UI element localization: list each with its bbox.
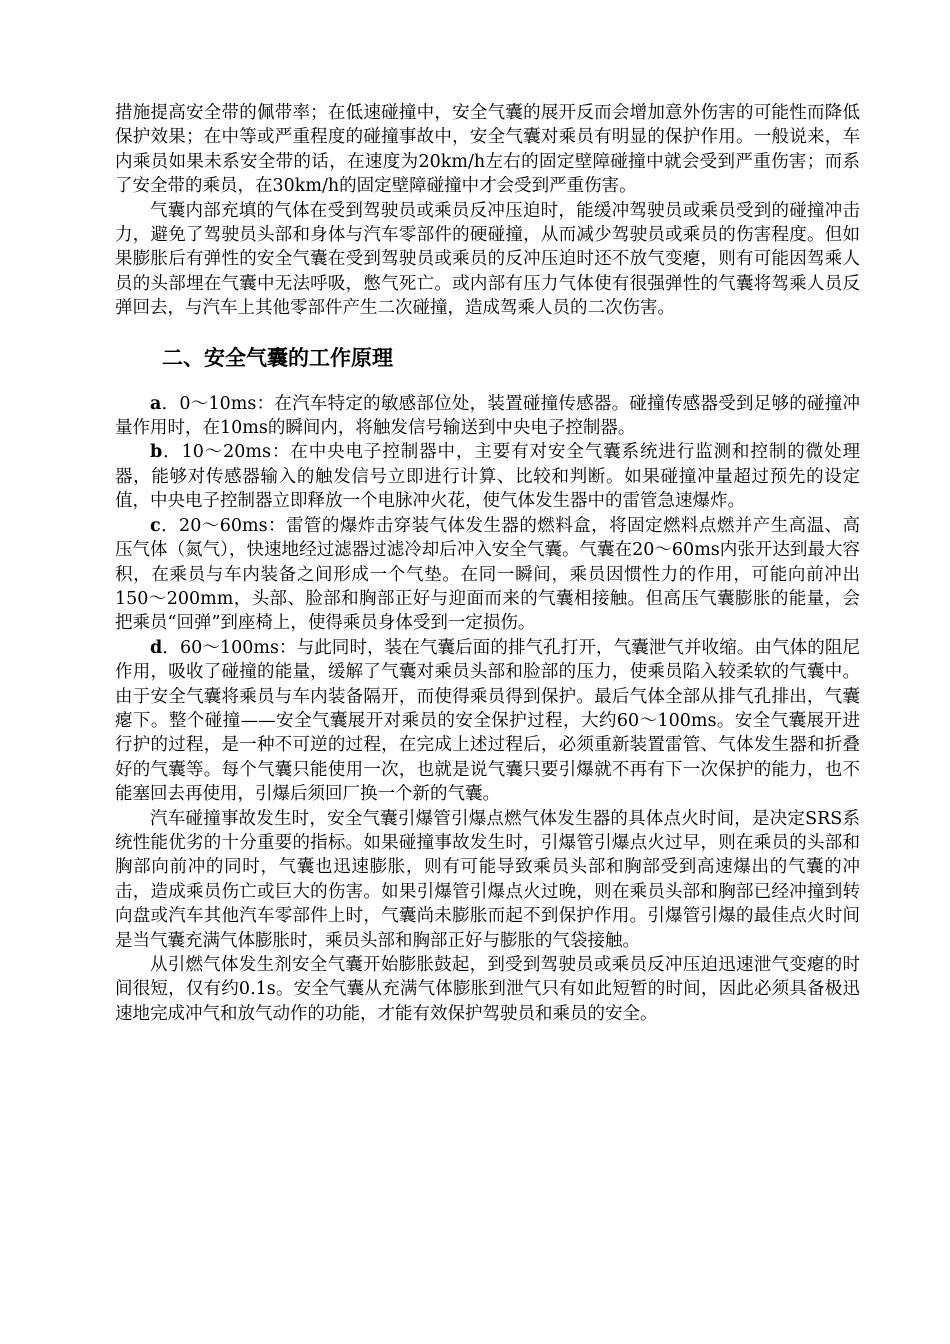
stage-paragraph-d	[115, 636, 860, 807]
stage-paragraph-b	[115, 440, 860, 513]
stage-paragraph-a	[115, 392, 860, 441]
stage-label-a: a	[150, 393, 162, 414]
intro-paragraph-1: 措施提高安全带的佩带率；在低速碰撞中，安全气囊的展开反而会增加意外伤害的可能性而降低保护效果；在中等或严重程度的碰撞事故中，安全气囊对乘员有明显的保护作用。一般说来，车内乘员如果未系安全带的话，在速度为20km/h左右的固定壁障碰撞中就会受到严重伤害；而系了安全带的乘员，在30km/h的固定壁障碰撞中才会受到严重伤害。	[115, 103, 860, 197]
closing-paragraph-1: 汽车碰撞事故发生时，安全气囊引爆管引爆点燃气体发生器的具体点火时间，是决定SRS系统性能优劣的十分重要的指标。如果碰撞事故发生时，引爆管引爆点火过早，则在乘员的头部和胸部向前冲的同时，气囊也迅速膨胀，则有可能导致乘员头部和胸部受到高速爆出的气囊的冲击，造成乘员伤亡或巨大的伤害。如果引爆管引爆点火过晚，则在乘员头部和胸部已经冲撞到转向盘或汽车其他汽车零部件上时，气囊尚未膨胀而起不到保护作用。引爆管引爆的最佳点火时间是当气囊充满气体膨胀时，乘员头部和胸部正好与膨胀的气袋接触。	[115, 808, 860, 951]
stage-label-c: c	[150, 515, 161, 536]
stage-text-c: ．20～60ms：雷管的爆炸击穿装气体发生器的燃料盒，将固定燃料点燃并产生高温、高压气体（氮气），快速地经过滤器过滤冷却后冲入安全气囊。气囊在20～60ms内张开达到最大容积，在乘员与车内装备之间形成一个气垫。在同一瞬间，乘员因惯性力的作用，可能向前冲出150～200mm，头部、脸部和胸部正好与迎面而来的气囊相接触。但高压气囊膨胀的能量，会把乘员“回弹”到座椅上，使得乘员身体受到一定损伤。	[115, 515, 860, 634]
stage-text-b: ．10～20ms：在中央电子控制器中，主要有对安全气囊系统进行监测和控制的微处理器，能够对传感器输入的触发信号立即进行计算、比较和判断。如果碰撞冲量超过预先的设定值，中央电子控制器立即释放一个电脉冲火花，使气体发生器中的雷管急速爆炸。	[115, 442, 860, 512]
stage-text-d: ．60～100ms：与此同时，装在气囊后面的排气孔打开，气囊泄气并收缩。由气体的阻尼作用，吸收了碰撞的能量，缓解了气囊对乘员头部和脸部的压力，使乘员陷入较柔软的气囊中。由于安全气囊将乘员与车内装备隔开，而使得乘员得到保护。最后气体全部从排气孔排出，气囊瘪下。整个碰撞——安全气囊展开对乘员的安全保护过程，大约60～100ms。安全气囊展开进行护的过程，是一种不可逆的过程，在完成上述过程后，必须重新装置雷管、气体发生器和折叠好的气囊等。每个气囊只能使用一次，也就是说气囊只要引爆就不再有下一次保护的能力，也不能塞回去再使用，引爆后须回厂换一个新的气囊。	[115, 637, 860, 805]
document-body	[115, 101, 860, 1026]
stage-text-a: ．0～10ms：在汽车特定的敏感部位处，装置碰撞传感器。碰撞传感器受到足够的碰撞冲量作用时，在10ms的瞬间内，将触发信号输送到中央电子控制器。	[115, 393, 860, 439]
stage-label-d: d	[150, 637, 163, 658]
stage-label-b: b	[150, 442, 163, 463]
closing-paragraph-2: 从引燃气体发生剂安全气囊开始膨胀鼓起，到受到驾驶员或乘员反冲压迫迅速泄气变瘪的时间很短，仅有约0.1s。安全气囊从充满气体膨胀到泄气只有如此短暂的时间，因此必须具备极迅速地完成冲气和放气动作的功能，才能有效保护驾驶员和乘员的安全。	[115, 955, 860, 1024]
section-heading: 二、安全气囊的工作原理	[162, 345, 393, 370]
stage-paragraph-c	[115, 514, 860, 636]
intro-paragraph-2: 气囊内部充填的气体在受到驾驶员或乘员反冲压迫时，能缓冲驾驶员或乘员受到的碰撞冲击力，避免了驾驶员头部和身体与汽车零部件的硬碰撞，从而减少驾驶员或乘员的伤害程度。但如果膨胀后有弹性的安全气囊在受到驾驶员或乘员的反冲压迫时还不放气变瘪，则有可能因驾乘人员的头部埋在气囊中无法呼吸，憋气死亡。或内部有压力气体使有很强弹性的气囊将驾乘人员反弹回去，与汽车上其他零部件产生二次碰撞，造成驾乘人员的二次伤害。	[115, 200, 860, 319]
